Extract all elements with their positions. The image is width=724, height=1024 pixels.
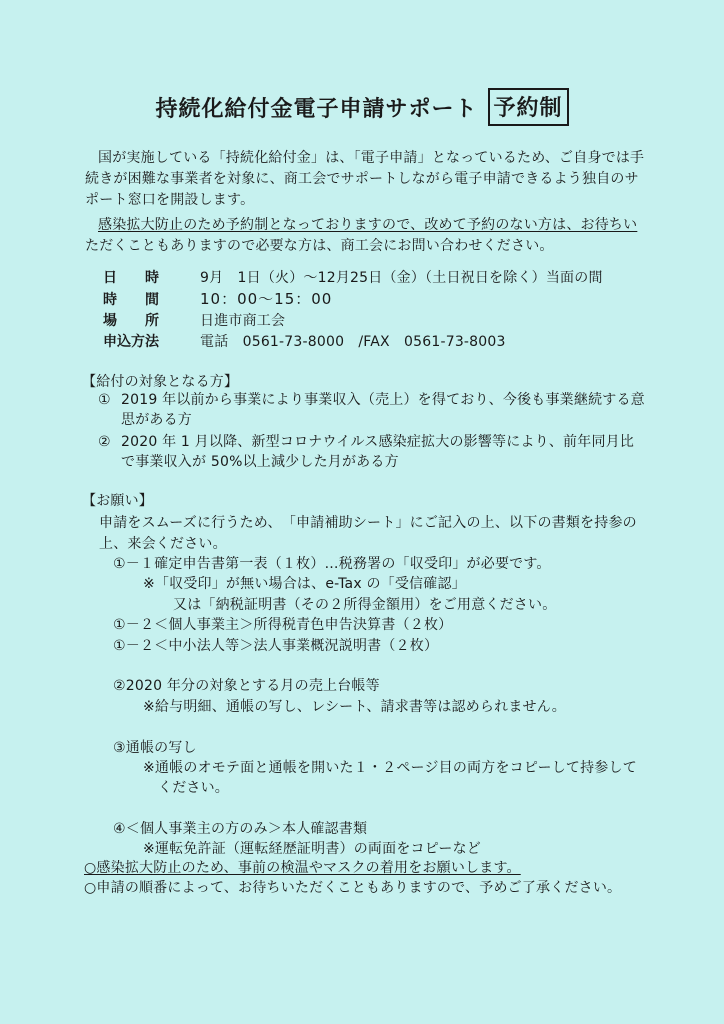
doc1-2-corporation: ①－２＜中小法人等＞法人事業概況説明書（２枚） xyxy=(113,638,439,654)
doc1-2-sole-proprietor: ①－２＜個人事業主＞所得税青色申告決算書（２枚） xyxy=(113,617,453,633)
doc1-tax-return: ①－１確定申告書第一表（１枚）…税務署の「収受印」が必要です。 xyxy=(113,556,551,572)
eligibility-item1-number: ① xyxy=(98,392,111,408)
doc2-sales-ledger: ②2020 年分の対象とする月の売上台帳等 xyxy=(113,678,380,694)
eligibility-item2-line1: 2020 年 1 月以降、新型コロナウイルス感染症拡大の影響等により、前年同月比 xyxy=(121,434,635,450)
footer-note-2: ○申請の順番によって、お待ちいただくこともありますので、予めご了承ください。 xyxy=(84,880,622,896)
eligibility-item1-line2: 思がある方 xyxy=(121,412,192,428)
info-value-place: 日進市商工会 xyxy=(200,313,286,329)
doc1-note-2: 又は「納税証明書（その２所得金額用）をご用意ください。 xyxy=(173,597,557,613)
intro-line-3: ポート窓口を開設します。 xyxy=(85,192,255,208)
info-label-date: 日 時 xyxy=(103,270,159,286)
eligibility-item2-line2: で事業収入が 50%以上減少した月がある方 xyxy=(121,454,399,470)
info-value-apply: 電話 0561-73-8000 /FAX 0561-73-8003 xyxy=(200,334,506,350)
request-heading: 【お願い】 xyxy=(82,493,153,509)
request-lead-line1: 申請をスムーズに行うため、 「申請補助シート」にご記入の上、以下の書類を持参の xyxy=(99,515,637,531)
doc1-note-1: ※「収受印」が無い場合は、e-Tax の「受信確認」 xyxy=(143,576,466,592)
doc3-note-line2: ください。 xyxy=(158,780,229,796)
request-lead-line2: 上、来会ください。 xyxy=(99,536,227,552)
info-value-time: 10：00～15：00 xyxy=(200,290,333,308)
doc4-identity: ④＜個人事業主の方のみ＞本人確認書類 xyxy=(113,821,368,837)
doc3-passbook: ③通帳の写し xyxy=(113,740,197,756)
info-label-time: 時 間 xyxy=(103,292,159,308)
doc3-note-line1: ※通帳のオモテ面と通帳を開いた１・２ページ目の両方をコピーして持参して xyxy=(143,760,637,776)
info-label-place: 場 所 xyxy=(103,313,159,329)
title-row xyxy=(0,88,724,126)
doc4-note: ※運転免許証（運転経歴証明書）の両面をコピーなど xyxy=(143,841,481,857)
eligibility-item1-line1: 2019 年以前から事業により事業収入（売上）を得ており、今後も事業継続する意 xyxy=(121,392,645,408)
intro-line-1: 国が実施している「持続化給付金」は、「電子申請」となっているため、ご自身では手 xyxy=(98,150,645,166)
reservation-badge: 予約制 xyxy=(488,88,569,126)
footer-note-1: ○感染拡大防止のため、事前の検温やマスクの着用をお願いします。 xyxy=(84,860,521,876)
notice-line-2: ただくこともありますので必要な方は、商工会にお問い合わせください。 xyxy=(85,238,554,254)
eligibility-item2-number: ② xyxy=(98,434,111,450)
doc2-note: ※給与明細、通帳の写し、レシート、請求書等は認められません。 xyxy=(143,699,566,715)
info-value-date: 9月 1日（火）～12月25日（金）（土日祝日を除く）当面の間 xyxy=(200,270,603,286)
page-title: 持続化給付金電子申請サポート xyxy=(155,96,478,122)
eligibility-heading: 【給付の対象となる方】 xyxy=(82,374,239,390)
info-label-apply: 申込方法 xyxy=(103,334,159,350)
intro-line-2: 続きが困難な事業者を対象に、商工会でサポートしながら電子申請できるよう独自のサ xyxy=(85,171,639,187)
notice-line-1: 感染拡大防止のため予約制となっておりますので、改めて予約のない方は、お待ちい xyxy=(98,217,638,233)
